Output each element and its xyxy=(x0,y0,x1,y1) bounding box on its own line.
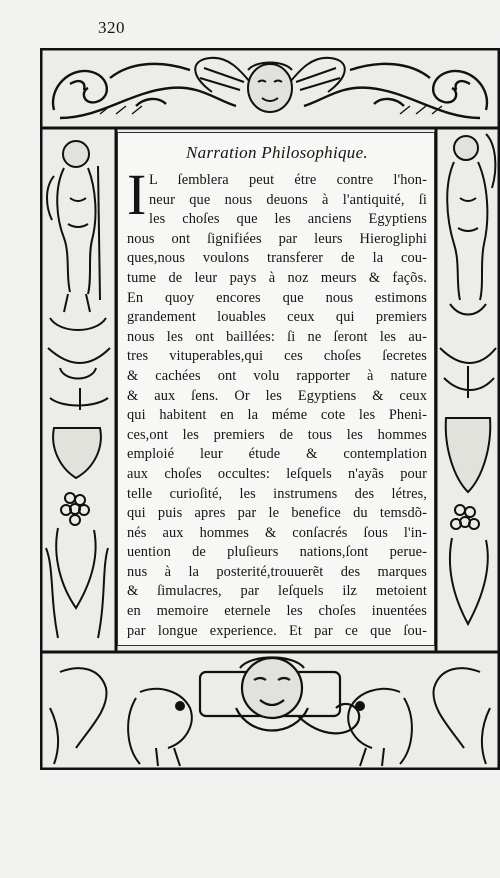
section-heading: Narration Philosophique. xyxy=(186,143,368,162)
text-line: neur que nous deuons à l'antiquité, ſi xyxy=(149,191,427,208)
text-line: nous ont ſignifiées par leurs Hierogliphi xyxy=(127,230,427,247)
text-line: nés aux hommes & conſacrés ſous l'in- xyxy=(127,524,427,541)
text-line: en memoire eternele les choſes inuentées xyxy=(127,603,427,620)
text-panel xyxy=(117,132,435,646)
text-line: & ſimulacres, par leſquels ilz metoient xyxy=(127,583,427,600)
text-line: emploié leur étude & contemplation xyxy=(127,446,427,463)
text-line: & aux ſens. Or les Egyptiens & ceux xyxy=(127,387,427,404)
text-line: En quoy encores que nous estimons xyxy=(127,289,427,306)
text-line: nous les ont baillées: ſi ne ſeront les au- xyxy=(127,328,427,345)
text-line: L ſemblera peut étre contre l'hon- xyxy=(149,172,427,188)
text-line: ques,nous voulons transferer de la cou- xyxy=(127,250,427,267)
text-line: nus à la posterité,trouuerẽt des marques xyxy=(127,563,427,580)
text-line: par longue experience. Et par ce que ſou- xyxy=(127,622,427,639)
text-line: les choſes que les anciens Egyptiens xyxy=(149,211,427,228)
text-line: uention de pluſieurs nations,ſont perue- xyxy=(127,544,427,561)
text-line: tume de leur pays à noz meurs & façõs. xyxy=(127,269,427,286)
text-line: telle curioſité, les instrumens des létres, xyxy=(127,485,427,502)
text-line: tres vituperables,qui ces choſes ſecretes xyxy=(127,348,427,365)
text-line: & cachées ont volu rapporter à nature xyxy=(127,367,427,384)
body-text xyxy=(127,162,427,641)
text-line: grandement louables ceux qui premiers xyxy=(127,309,427,326)
text-line: qui habitent en la méme cote les Pheni- xyxy=(127,407,427,424)
drop-cap: I xyxy=(127,162,147,227)
text-line: aux choſes occultes: leſquels n'ayãs pour xyxy=(127,465,427,482)
text-line: qui puis apres par le benefice du temsdõ- xyxy=(127,505,427,522)
text-line: ces,ont les premiers de tous les hommes xyxy=(127,426,427,443)
page-number: 320 xyxy=(98,18,125,37)
